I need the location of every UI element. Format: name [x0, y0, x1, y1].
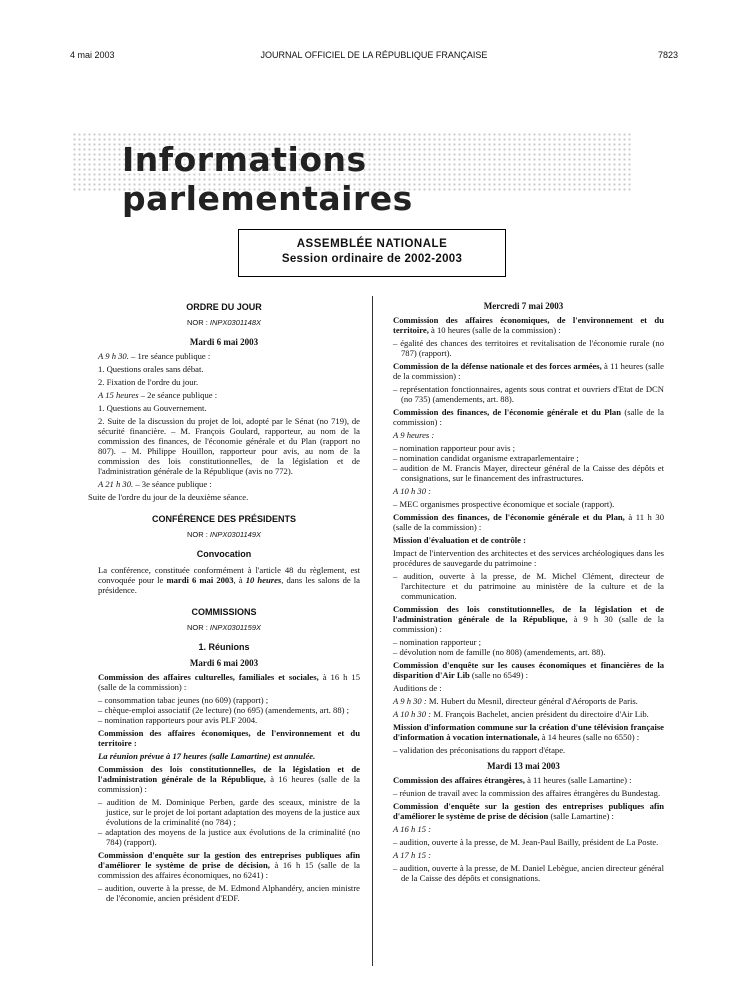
commission-entry: Commission des lois constitutionnelles, de la législation et de l'administration générale de la République, à 9 h 30 (salle de la commission) : [393, 604, 664, 634]
ordre-du-jour-title: ORDRE DU JOUR [186, 302, 262, 312]
agenda-item: 2. Suite de la discussion du projet de loi, adopté par le Sénat (no 719), de sécurité financière. – M. François Goulard, rapporteur, au nom de la commission des finances, de l'économie générale et du Plan (rapport no 807). – M. Philippe Houillon, rapporteur pour avis, au nom de la commission des lois constitutionnelles, de la législation et de l'administration générale de la République (avis no 772). [98, 416, 360, 476]
header-date: 4 mai 2003 [70, 50, 115, 60]
commission-entry: Commission d'enquête sur les causes économiques et financières de la disparition d'Air Lib (salle no 6549) : [393, 660, 664, 680]
commission-entry: Commission d'enquête sur la gestion des entreprises publiques afin d'améliorer le système de prise de décision, à 16 h 15 (salle de la commission des affaires économiques, no 6241) : [98, 850, 360, 880]
commission-entry: Commission de la défense nationale et des forces armées, à 11 heures (salle de la commission) : [393, 361, 664, 381]
list-item: – audition, ouverte à la presse, de M. Michel Clément, directeur de l'architecture et du patrimoine au ministère de la culture et de la communication. [393, 571, 664, 601]
nor-reference: NOR : INPX0301159X [186, 623, 262, 632]
convocation-text: La conférence, constituée conformément à l'article 48 du règlement, est convoquée pour le mardi 6 mai 2003, à 10 heures, dans les salons de la présidence. [98, 565, 360, 595]
nor-reference: NOR : INPX0301149X [186, 530, 262, 539]
item-list [383, 571, 664, 601]
section-banner [72, 132, 632, 218]
item-list [383, 637, 664, 657]
list-item: – nomination candidat organisme extraparlementaire ; [393, 453, 579, 463]
day-heading: Mardi 6 mai 2003 [189, 337, 259, 347]
list-item: – audition, ouverte à la presse, de M. Jean-Paul Bailly, président de La Poste. [393, 837, 659, 847]
item-list [88, 695, 360, 725]
list-item: – dévolution nom de famille (no 808) (amendements, art. 88). [393, 647, 606, 657]
session-line: A 21 h 30. – 3e séance publique : [98, 479, 212, 489]
list-item: – audition de M. Dominique Perben, garde des sceaux, ministre de la justice, sur le projet de loi portant adaptation des moyens de la justice aux évolutions de la criminalité (no 784) ; [98, 797, 360, 827]
commission-entry: Commission des finances, de l'économie générale et du Plan, à 11 h 30 (salle de la commission) : [393, 512, 665, 532]
auditions-label: Auditions de : [393, 683, 442, 693]
list-item: – nomination rapporteur pour avis ; [393, 443, 515, 453]
left-column [88, 298, 360, 906]
agenda-item: 2. Fixation de l'ordre du jour. [98, 377, 199, 387]
commission-entry: Commission des affaires économiques, de l'environnement et du territoire, à 10 heures (salle de la commission) : [393, 315, 664, 335]
commissions-title: COMMISSIONS [191, 607, 257, 617]
agenda-item: Suite de l'ordre du jour de la deuxième séance. [88, 492, 249, 502]
running-header [70, 50, 678, 64]
assembly-title-box [238, 229, 506, 277]
column-separator [372, 296, 373, 966]
list-item: – adaptation des moyens de la justice aux évolutions de la criminalité (no 784) (rapport). [98, 827, 360, 847]
day-heading: Mercredi 7 mai 2003 [483, 301, 564, 311]
item-list [383, 837, 664, 847]
list-item: – validation des préconisations du rapport d'étape. [393, 745, 566, 755]
item-list [383, 499, 664, 509]
mission-title: Mission d'évaluation et de contrôle : [393, 535, 526, 545]
item-list [383, 788, 664, 798]
list-item: – représentation fonctionnaires, agents sous contrat et ouvriers d'Etat de DCN (no 735) (amendements, art. 88). [393, 384, 664, 404]
list-item: – audition, ouverte à la presse, de M. Daniel Lebègue, ancien directeur général de la Caisse des dépôts et consignations. [393, 863, 664, 883]
session-line: A 9 h 30. – 1re séance publique : [98, 351, 211, 361]
conference-title: CONFÉRENCE DES PRÉSIDENTS [151, 514, 297, 524]
list-item: – chèque-emploi associatif (2e lecture) (no 695) (amendements, art. 88) ; [98, 705, 350, 715]
commission-entry: Commission des affaires étrangères, à 11 heures (salle Lamartine) : [393, 775, 632, 785]
audition-entry: A 9 h 30 : M. Hubert du Mesnil, directeur général d'Aéroports de Paris. [393, 696, 638, 706]
convocation-title: Convocation [196, 549, 252, 559]
day-heading: Mardi 13 mai 2003 [487, 761, 560, 771]
commission-entry: Commission des finances, de l'économie générale et du Plan (salle de la commission) : [393, 407, 664, 427]
commission-entry: Commission des affaires économiques, de l'environnement et du territoire : [98, 728, 360, 748]
time-label: A 9 heures : [393, 430, 435, 440]
header-page-number: 7823 [657, 50, 678, 60]
header-journal-title: JOURNAL OFFICIEL DE LA RÉPUBLIQUE FRANÇAISE [260, 50, 488, 60]
commission-entry: Mission d'information commune sur la création d'une télévision française d'information à vocation internationale, à 14 heures (salle no 6550) : [393, 722, 664, 742]
session-name: Session ordinaire de 2002-2003 [281, 253, 463, 265]
item-list [383, 384, 664, 404]
commission-entry: Commission des lois constitutionnelles, de la législation et de l'administration générale de la République, à 16 heures (salle de la commission) : [98, 764, 360, 794]
banner-title: Informations parlementaires [122, 140, 413, 218]
list-item: – audition, ouverte à la presse, de M. Edmond Alphandéry, ancien ministre de l'économie, ancien président d'EDF. [98, 883, 360, 903]
cancellation-note: La réunion prévue à 17 heures (salle Lamartine) est annulée. [98, 751, 316, 761]
item-list [383, 338, 664, 358]
day-heading: Mardi 6 mai 2003 [189, 658, 259, 668]
item-list [383, 443, 664, 483]
list-item: – audition de M. Francis Mayer, directeur général de la Caisse des dépôts et consignations, sur le financement des infrastructures. [393, 463, 664, 483]
time-label: A 10 h 30 : [393, 486, 432, 496]
agenda-item: 1. Questions au Gouvernement. [98, 403, 207, 413]
audition-entry: A 10 h 30 : M. François Bachelet, ancien président du directoire d'Air Lib. [393, 709, 649, 719]
time-label: A 16 h 15 : [393, 824, 432, 834]
commission-entry: Commission des affaires culturelles, familiales et sociales, à 16 h 15 (salle de la commission) : [98, 672, 360, 692]
item-list [383, 745, 664, 755]
assembly-name: ASSEMBLÉE NATIONALE [296, 238, 448, 250]
time-label: A 17 h 15 : [393, 850, 432, 860]
list-item: – MEC organismes prospective économique et sociale (rapport). [393, 499, 615, 509]
agenda-item: 1. Questions orales sans débat. [98, 364, 204, 374]
right-column [383, 298, 664, 886]
item-list [383, 863, 664, 883]
commission-entry: Commission d'enquête sur la gestion des entreprises publiques afin d'améliorer le système de prise de décision (salle Lamartine) : [393, 801, 664, 821]
item-list [88, 883, 360, 903]
list-item: – réunion de travail avec la commission des affaires étrangères du Bundestag. [393, 788, 661, 798]
mission-text: Impact de l'intervention des architectes et des services archéologiques dans les procédures de sauvegarde du patrimoine : [393, 548, 664, 568]
session-line: A 15 heures – 2e séance publique : [98, 390, 218, 400]
list-item: – consommation tabac jeunes (no 609) (rapport) ; [98, 695, 269, 705]
list-item: – nomination rapporteurs pour avis PLF 2004. [98, 715, 258, 725]
list-item: – nomination rapporteur ; [393, 637, 482, 647]
item-list [88, 797, 360, 847]
list-item: – égalité des chances des territoires et revitalisation de l'économie rurale (no 787) (rapport). [393, 338, 664, 358]
reunions-title: 1. Réunions [198, 642, 250, 652]
nor-reference: NOR : INPX0301148X [186, 318, 262, 327]
